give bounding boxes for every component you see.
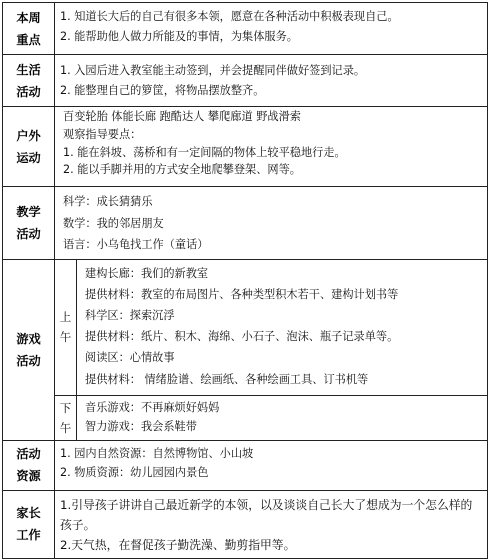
life-label: 生活 活动 — [3, 55, 55, 107]
life-line-1: 1. 入园后进入教室能主动签到，并会提醒同伴做好签到记录。 — [60, 64, 366, 77]
resources-content — [55, 440, 488, 490]
game-afternoon-label-text: 下午 — [59, 400, 72, 435]
row-parents — [3, 490, 488, 558]
outdoor-line-2: 观察指导要点： — [63, 127, 142, 141]
resources-line-2: 2. 物质资源：幼儿园园内景色 — [60, 466, 209, 479]
parents-label: 家长 工作 — [3, 490, 55, 558]
parents-line-2: 2.天气热，在督促孩子勤洗澡、勤剪指甲等。 — [60, 537, 296, 552]
outdoor-line-4: 2. 能以手脚并用的方式安全地爬攀登架、网等。 — [63, 163, 301, 177]
week-focus-content — [55, 3, 488, 55]
outdoor-line-1: 百变轮胎 体能长廊 跑酷达人 攀爬廊道 野战滑索 — [63, 110, 301, 123]
row-life — [3, 55, 488, 107]
teaching-line-1: 科学：成长猜猜乐 — [63, 195, 153, 208]
week-focus-label: 本周 重点 — [3, 3, 55, 55]
week-focus-line-2: 2. 能帮助他人做力所能及的事情，为集体服务。 — [60, 29, 298, 43]
row-game-morning — [3, 259, 488, 395]
outdoor-content — [55, 107, 488, 187]
outdoor-line-3: 1. 能在斜坡、荡桥和有一定间隔的物体上较平稳地行走。 — [63, 145, 346, 159]
game-afternoon-label — [55, 395, 77, 440]
row-week-focus — [3, 3, 488, 55]
row-resources — [3, 440, 488, 490]
weekly-plan-document — [2, 2, 488, 559]
game-label: 游戏 活动 — [3, 259, 55, 440]
teaching-content — [55, 187, 488, 260]
game-morning-label — [55, 259, 77, 395]
game-morning-line-2: 提供材料：教室的布局图片、各种类型积木若干、建构计划书等 — [85, 287, 399, 301]
game-morning-line-1: 建构长廊：我们的新教室 — [85, 266, 209, 280]
game-morning-label-text: 上午 — [59, 310, 72, 344]
game-morning-content — [77, 259, 488, 395]
resources-label: 活动 资源 — [3, 440, 55, 490]
game-morning-line-6: 提供材料： 情绪脸谱、绘画纸、各种绘画工具、订书机等 — [85, 372, 369, 386]
game-morning-line-3: 科学区：探索沉浮 — [85, 308, 175, 322]
resources-line-1: 1. 园内自然资源：自然博物馆、小山坡 — [60, 446, 254, 460]
teaching-line-2: 数学：我的邻居朋友 — [63, 216, 164, 230]
outdoor-label: 户外 运动 — [3, 107, 55, 187]
game-afternoon-line-1: 音乐游戏：不再麻烦好妈妈 — [85, 400, 220, 414]
life-content — [55, 55, 488, 107]
week-focus-line-1: 1. 知道长大后的自己有很多本领，愿意在各种活动中积极表现自己。 — [60, 10, 399, 23]
row-teaching — [3, 187, 488, 260]
teaching-label: 教学 活动 — [3, 187, 55, 260]
weekly-plan-table — [2, 2, 488, 559]
row-outdoor — [3, 107, 488, 187]
life-line-2: 2. 能整理自己的箩筐，将物品摆放整齐。 — [60, 83, 265, 97]
teaching-line-3: 语言：小乌龟找工作（童话） — [63, 238, 209, 251]
parents-line-1: 1.引导孩子讲讲自己最近新学的本领，以及谈谈自己长大了想成为一个怎么样的孩子。 — [60, 497, 473, 532]
parents-content — [55, 490, 488, 558]
game-morning-line-4: 提供材料：纸片、积木、海绵、小石子、泡沫、瓶子记录单等。 — [85, 330, 399, 344]
game-afternoon-content — [77, 395, 488, 440]
row-game-afternoon — [3, 395, 488, 440]
game-afternoon-line-2: 智力游戏：我会系鞋带 — [85, 419, 197, 433]
game-morning-line-5: 阅读区：心情故事 — [85, 351, 175, 365]
